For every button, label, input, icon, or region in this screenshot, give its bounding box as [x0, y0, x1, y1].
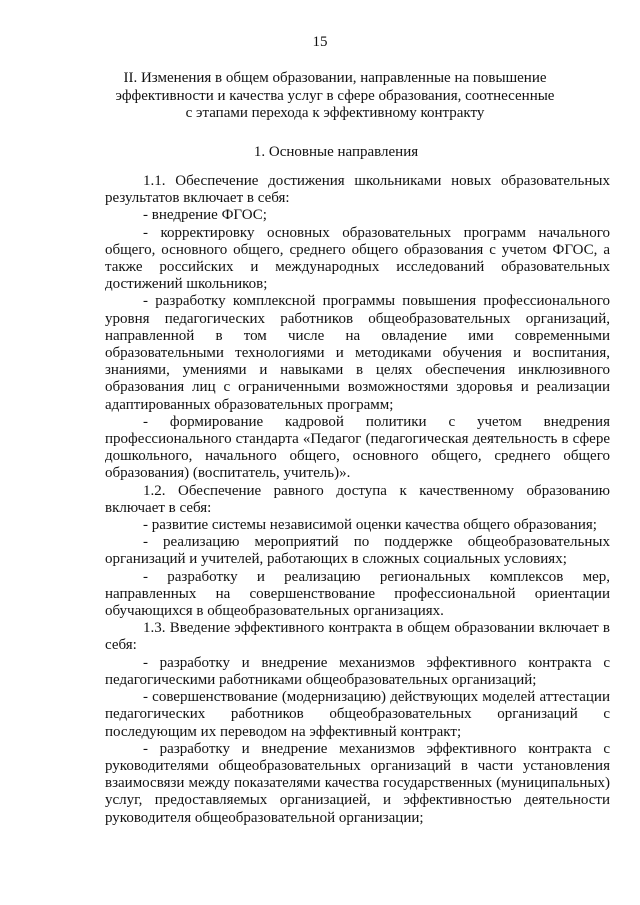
page-number: 15: [312, 34, 328, 50]
paragraph: 1.2. Обеспечение равного доступа к качественному образованию включает в себя:: [105, 482, 610, 516]
list-item: - корректировку основных образовательных программ начального общего, основного общего, среднего общего образования с учетом ФГОС, а также российских и международных исследований образовательных достижений школьников;: [105, 224, 610, 293]
list-item: - разработку и внедрение механизмов эффективного контракта с руководителями общеобразовательных организаций в части установления взаимосвязи между показателями качества государственных (муниципальных) услуг, предоставляемых организацией, и эффективностью деятельности руководителя общеобразовательной организации;: [105, 740, 610, 826]
section-heading-line: с этапами перехода к эффективному контракту: [185, 105, 485, 121]
paragraph: 1.1. Обеспечение достижения школьниками новых образовательных результатов включает в себя:: [105, 173, 610, 207]
section-heading-line: II. Изменения в общем образовании, направленные на повышение: [123, 70, 547, 86]
list-item: - разработку комплексной программы повышения профессионального уровня педагогических работников общеобразовательных организаций, направленной в том числе на овладение ими современными образовательными технологиями и методиками обучения и воспитания, знаниями, умениями и навыками в целях обеспечения инклюзивного образования лиц с ограниченными возможностями здоровья и реализации адаптированных образовательных программ;: [105, 293, 610, 413]
paragraph: 1.3. Введение эффективного контракта в общем образовании включает в себя:: [105, 620, 610, 654]
section-heading-line: эффективности и качества услуг в сфере образования, соотнесенные: [115, 87, 555, 104]
list-item: - реализацию мероприятий по поддержке общеобразовательных организаций и учителей, работающих в сложных социальных условиях;: [105, 534, 610, 568]
body-text: [105, 173, 610, 827]
list-item: - развитие системы независимой оценки качества общего образования;: [143, 517, 597, 534]
subsection-heading: 1. Основные направления: [253, 144, 419, 160]
list-item: - формирование кадровой политики с учетом внедрения профессионального стандарта «Педагог (педагогическая деятельность в сфере дошкольного, начального общего, основного общего, среднего общего образования) (воспитатель, учитель)».: [105, 413, 610, 482]
list-item: - разработку и внедрение механизмов эффективного контракта с педагогическими работниками общеобразовательных организаций;: [105, 654, 610, 688]
section-heading: [100, 70, 570, 123]
list-item: - внедрение ФГОС;: [143, 207, 267, 224]
list-item: - разработку и реализацию региональных комплексов мер, направленных на совершенствование профессиональной ориентации обучающихся в общеобразовательных организациях.: [105, 568, 610, 620]
list-item: - совершенствование (модернизацию) действующих моделей аттестации педагогических работников общеобразовательных организаций с последующим их переводом на эффективный контракт;: [105, 689, 610, 740]
